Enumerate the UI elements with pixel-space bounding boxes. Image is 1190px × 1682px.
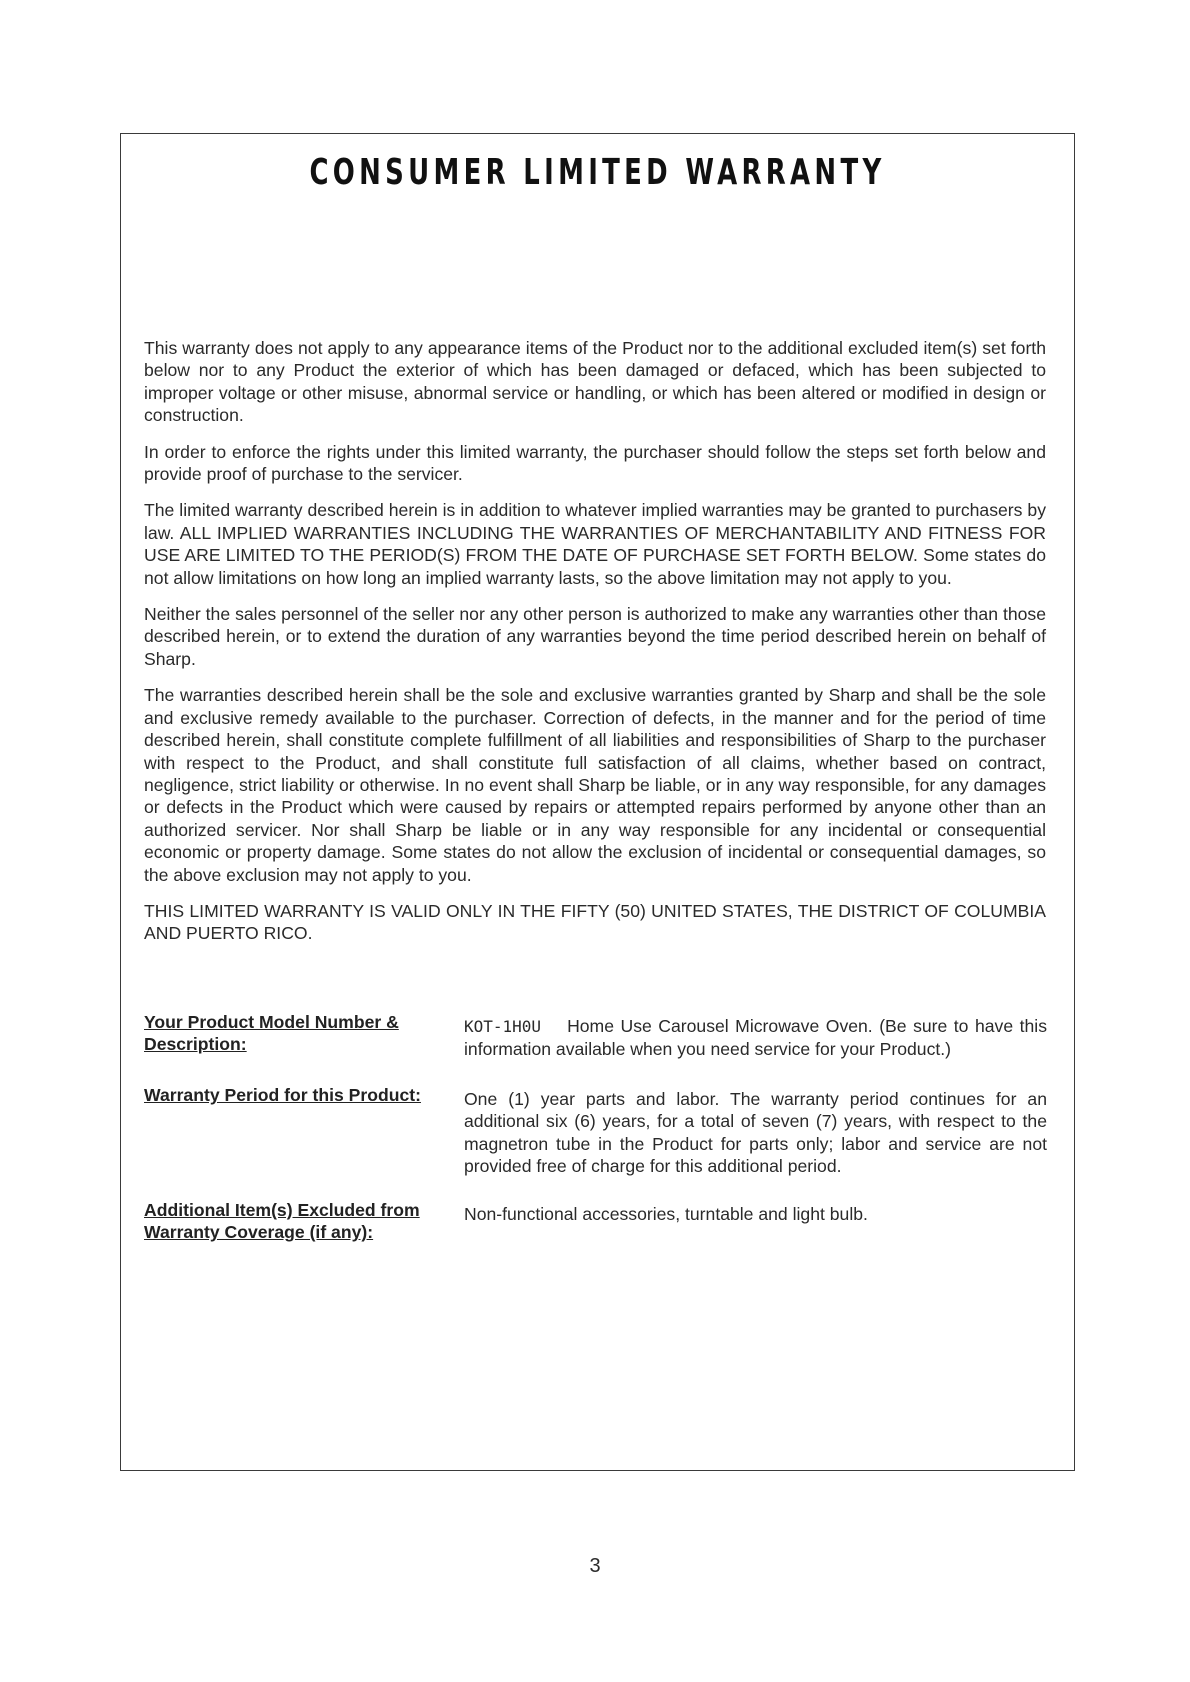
period-value: One (1) year parts and labor. The warranty period continues for an additional six (6) years, for a total of seven (7) years, with respect to the magnetron tube in the Product for parts only; labor and service are not provided free of charge for this additional period. [464, 1089, 1047, 1177]
period-label: Warranty Period for this Product: [144, 1085, 421, 1105]
paragraph-authorization: Neither the sales personnel of the seller nor any other person is authorized to make any warranties other than those described herein, or to extend the duration of any warranties beyond the time period described herein on behalf of Sharp. [144, 604, 1046, 669]
paragraph-sole-remedy: The warranties described herein shall be the sole and exclusive warranties granted by Sharp and shall be the sole and exclusive remedy available to the purchaser. Correction of defects, in the manner and for the period of time described herein, shall constitute complete fulfillment of all liabilities and responsibilities of Sharp to the purchaser with respect to the Product, and shall constitute full satisfaction of all claims, whether based on contract, negligence, strict liability or otherwise. In no event shall Sharp be liable, or in any way responsible, for any damages or defects in the Product which were caused by repairs or attempted repairs performed by anyone other than an authorized servicer. Nor shall Sharp be liable or in any way responsible for any incidental or consequential economic or property damage. Some states do not allow the exclusion of incidental or consequential damages, so the above exclusion may not apply to you. [144, 685, 1046, 885]
warranty-frame [120, 133, 1075, 1471]
excluded-label: Additional Item(s) Excluded from Warranty Coverage (if any): [144, 1200, 420, 1243]
paragraph-exclusions: This warranty does not apply to any appearance items of the Product nor to the additional excluded item(s) set forth below nor to any Product the exterior of which has been damaged or defaced, which has been subjected to improper voltage or other misuse, abnormal service or handling, or which has been altered or modified in design or construction. [144, 338, 1046, 426]
paragraph-validity: THIS LIMITED WARRANTY IS VALID ONLY IN THE FIFTY (50) UNITED STATES, THE DISTRICT OF COLUMBIA AND PUERTO RICO. [144, 900, 1046, 944]
warranty-body [144, 337, 1046, 959]
excluded-value: Non-functional accessories, turntable and light bulb. [464, 1204, 868, 1224]
page-title: CONSUMER LIMITED WARRANTY [309, 152, 886, 193]
model-code: KOT-1H0U [464, 1017, 542, 1036]
model-description: Home Use Carousel Microwave Oven. (Be sure to have this information available when you need service for your Product.) [464, 1016, 1047, 1060]
model-label: Your Product Model Number & Description: [144, 1012, 399, 1055]
paragraph-enforcement: In order to enforce the rights under this limited warranty, the purchaser should follow the steps set forth below and provide proof of purchase to the servicer. [144, 441, 1046, 485]
page-number: 3 [589, 1555, 601, 1577]
paragraph-implied-warranties: The limited warranty described herein is in addition to whatever implied warranties may be granted to purchasers by law. ALL IMPLIED WARRANTIES INCLUDING THE WARRANTIES OF MERCHANTABILITY AND FITNESS FOR USE ARE LIMITED TO THE PERIOD(S) FROM THE DATE OF PURCHASE SET FORTH BELOW. Some states do not allow limitations on how long an implied warranty lasts, so the above limitation may not apply to you. [144, 500, 1046, 588]
model-value [464, 1015, 1047, 1061]
